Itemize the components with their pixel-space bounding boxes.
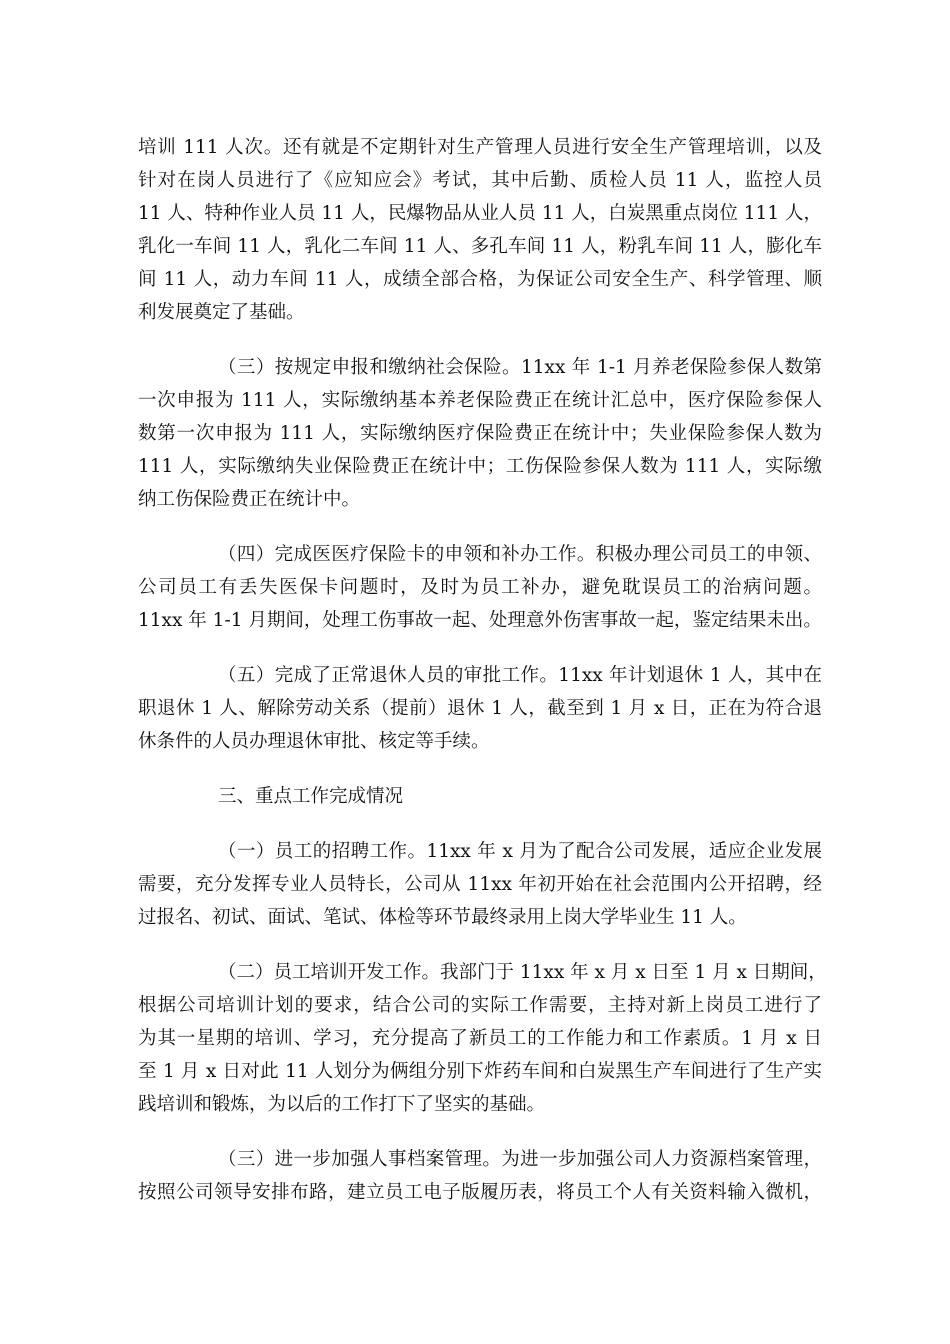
text-line: 一次申报为 111 人，实际缴纳基本养老保险费正在统计汇总中，医疗保险参保人 (138, 390, 822, 411)
paragraph-retirement (138, 659, 822, 758)
text-line: 践培训和锻炼，为以后的工作打下了坚实的基础。 (138, 1094, 546, 1115)
text-line: 针对在岗人员进行了《应知应会》考试，其中后勤、质检人员 11 人，监控人员 (138, 170, 822, 191)
text-line: （三）进一步加强人事档案管理。为进一步加强公司人力资源档案管理， (218, 1149, 822, 1170)
paragraph-social-insurance (138, 351, 822, 516)
text-line: 职退休 1 人、解除劳动关系（提前）退休 1 人，截至到 1 月 x 日，正在为符合退 (138, 698, 822, 719)
text-line: 过报名、初试、面试、笔试、体检等环节最终录用上岗大学毕业生 11 人。 (138, 907, 747, 928)
text-line: 11 人、特种作业人员 11 人，民爆物品从业人员 11 人，白炭黑重点岗位 111 人， (138, 203, 822, 224)
text-line: 111 人，实际缴纳失业保险费正在统计中；工伤保险参保人数为 111 人，实际缴 (138, 456, 822, 477)
text-line: 公司员工有丢失医保卡问题时，及时为员工补办，避免耽误员工的治病问题。 (138, 577, 822, 598)
text-line: 根据公司培训计划的要求，结合公司的实际工作需要，主持对新上岗员工进行了 (138, 995, 822, 1016)
text-line: （三）按规定申报和缴纳社会保险。11xx 年 1-1 月养老保险参保人数第 (218, 357, 822, 378)
text-line: 乳化一车间 11 人，乳化二车间 11 人、多孔车间 11 人，粉乳车间 11 人，膨化车 (138, 236, 822, 257)
text-line: （五）完成了正常退休人员的审批工作。11xx 年计划退休 1 人，其中在 (218, 665, 822, 686)
text-line: 数第一次申报为 111 人，实际缴纳医疗保险费正在统计中；失业保险参保人数为 (138, 423, 822, 444)
text-line: （四）完成医医疗保险卡的申领和补办工作。积极办理公司员工的申领、 (218, 544, 822, 565)
paragraph-archives (138, 1143, 822, 1209)
text-line: 需要，充分发挥专业人员特长，公司从 11xx 年初开始在社会范围内公开招聘，经 (138, 874, 822, 895)
text-line: 休条件的人员办理退休审批、核定等手续。 (138, 731, 490, 752)
text-line: 间 11 人，动力车间 11 人，成绩全部合格，为保证公司安全生产、科学管理、顺 (138, 269, 822, 290)
text-line: （二）员工培训开发工作。我部门于 11xx 年 x 月 x 日至 1 月 x 日期间， (218, 962, 827, 983)
text-line: 培训 111 人次。还有就是不定期针对生产管理人员进行安全生产管理培训，以及 (138, 137, 822, 158)
text-line: 按照公司领导安排布路，建立员工电子版履历表，将员工个人有关资料输入微机， (138, 1182, 822, 1203)
text-line: 11xx 年 1-1 月期间，处理工伤事故一起、处理意外伤害事故一起，鉴定结果未出。 (138, 610, 822, 631)
paragraph-training-summary (138, 131, 822, 329)
paragraph-medical-card (138, 538, 822, 637)
text-line: 利发展奠定了基础。 (138, 302, 305, 323)
text-line: 为其一星期的培训、学习，充分提高了新员工的工作能力和工作素质。1 月 x 日 (138, 1028, 822, 1049)
text-line: 至 1 月 x 日对此 11 人划分为俩组分别下炸药车间和白炭黑生产车间进行了生产实 (138, 1061, 822, 1082)
paragraph-training-development (138, 956, 827, 1121)
section-heading (138, 780, 822, 813)
text-line: （一）员工的招聘工作。11xx 年 x 月为了配合公司发展，适应企业发展 (218, 841, 822, 862)
document-page (138, 131, 827, 1231)
text-line: 纳工伤保险费正在统计中。 (138, 489, 361, 510)
paragraph-recruitment (138, 835, 822, 934)
section-heading-text: 三、重点工作完成情况 (218, 786, 404, 807)
